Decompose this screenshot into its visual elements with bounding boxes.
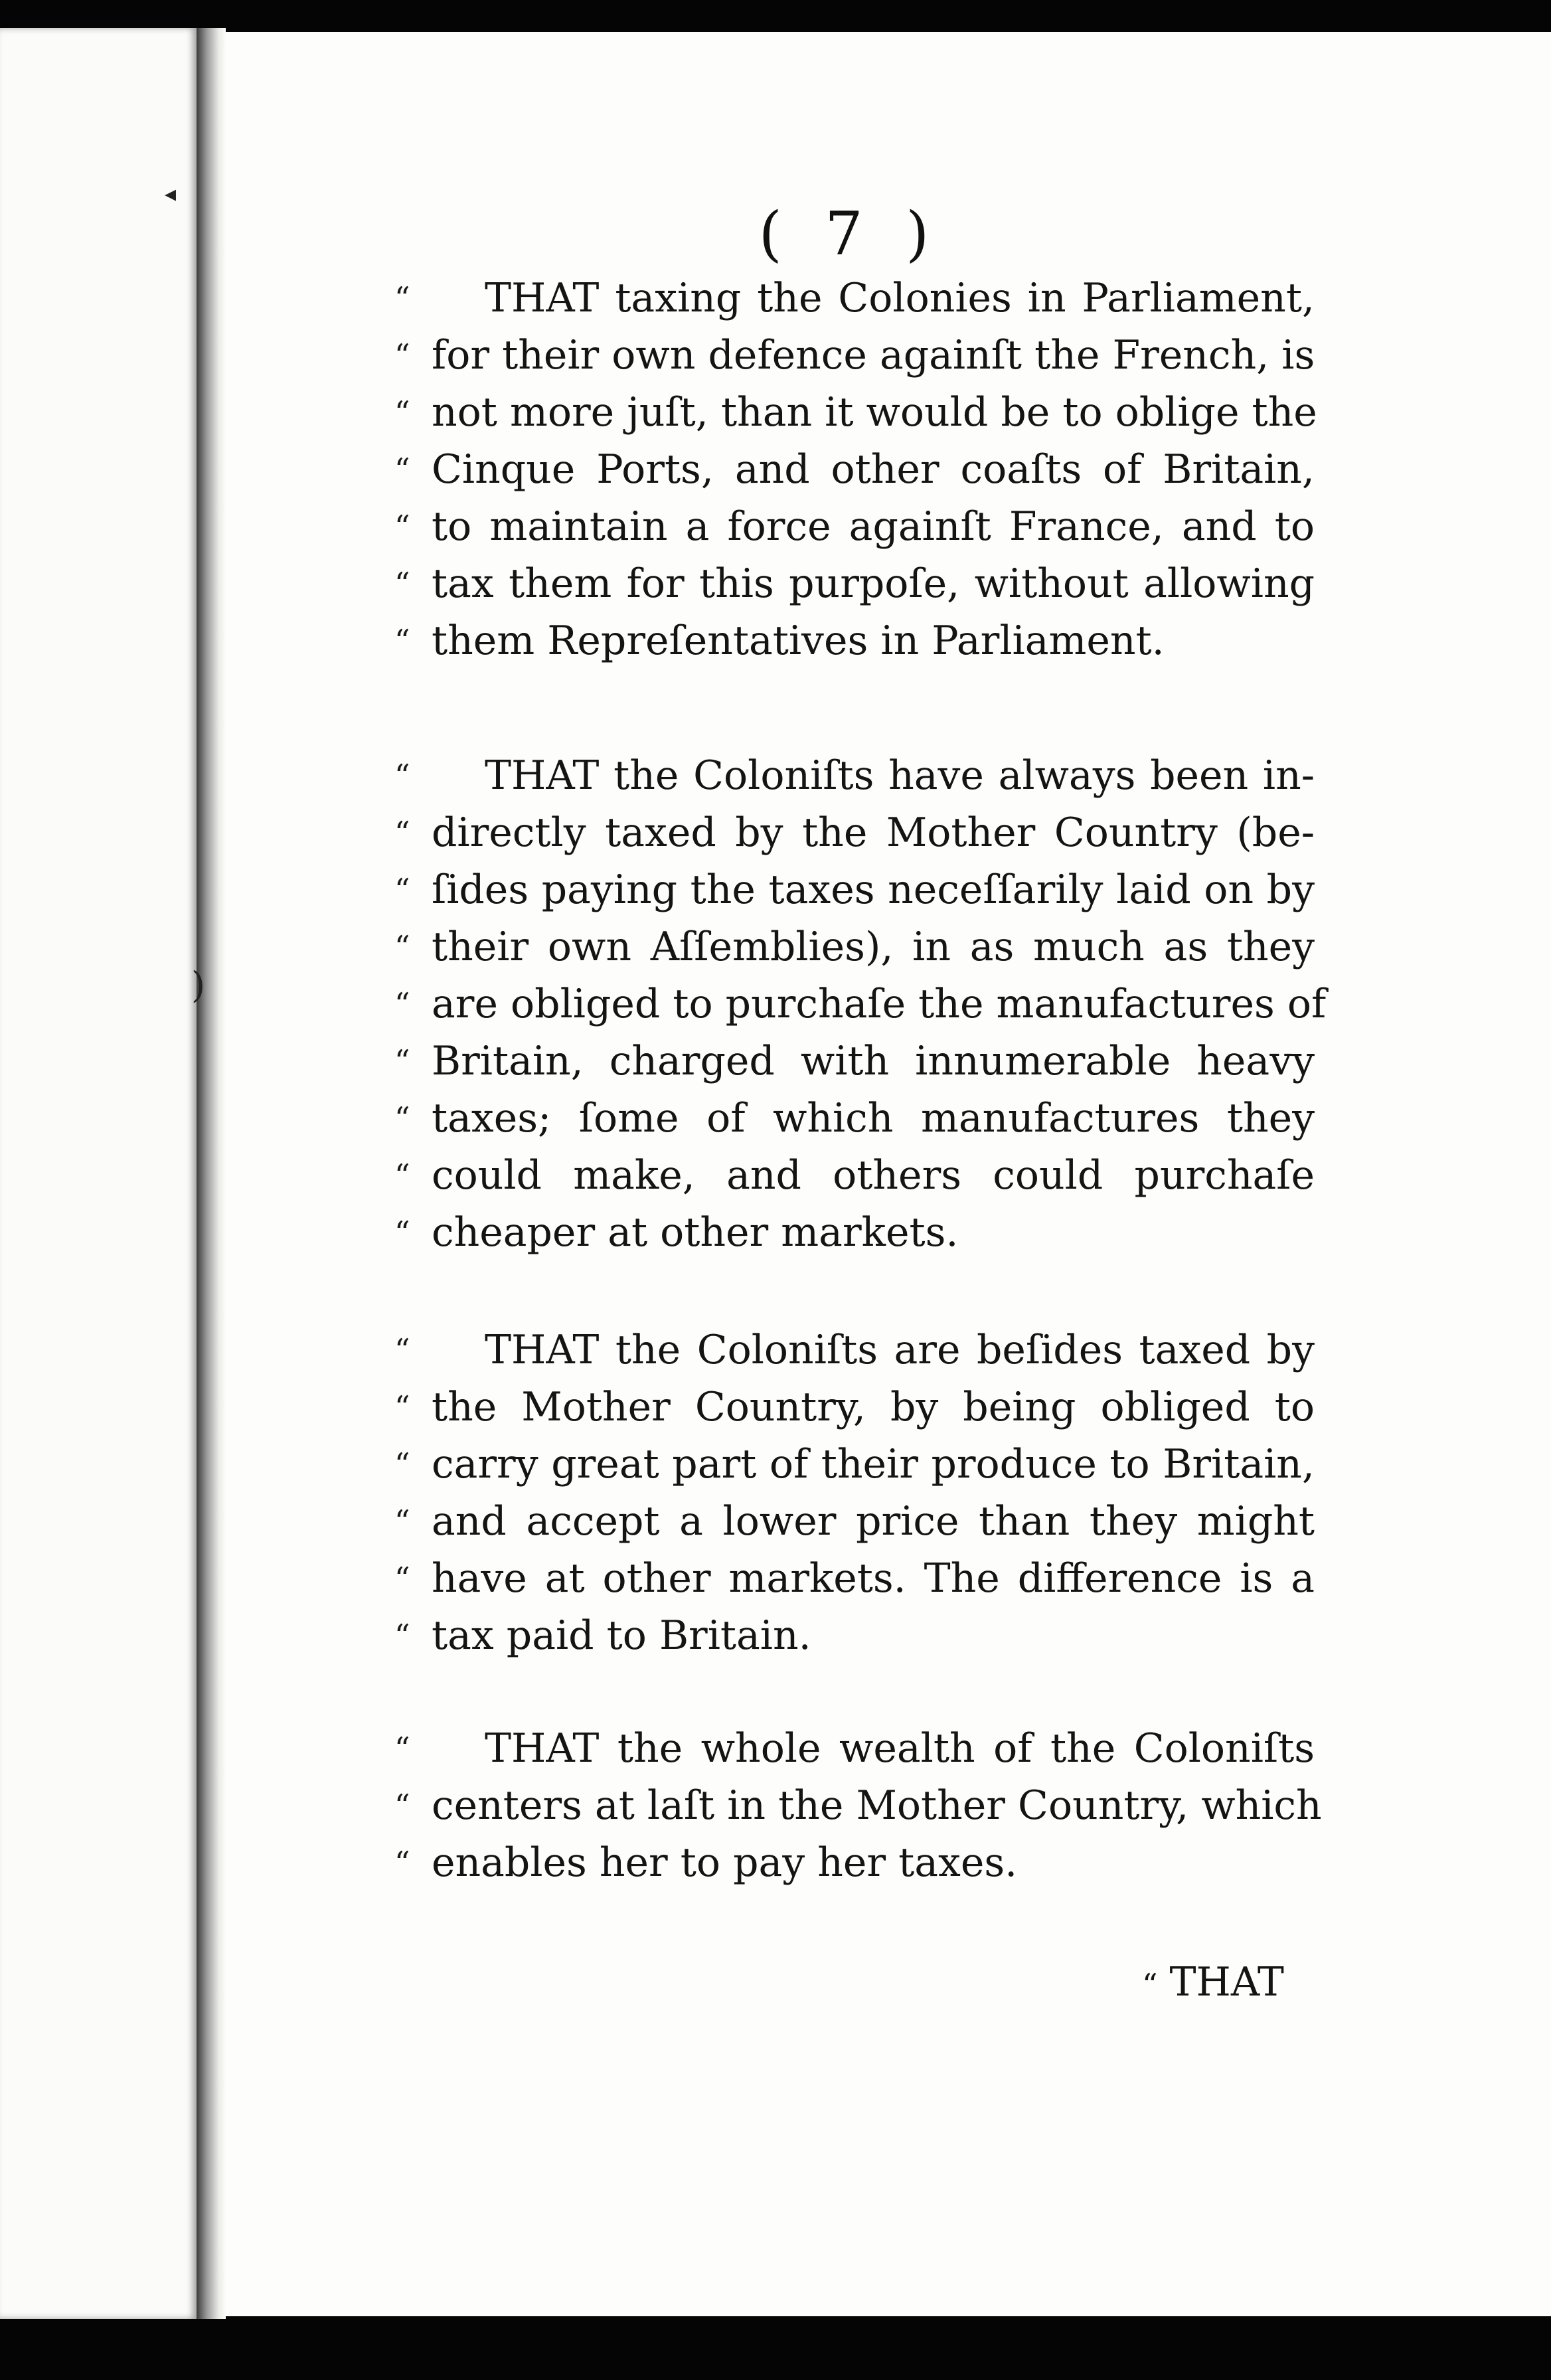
quote-mark: “ — [394, 1389, 410, 1425]
text-line — [394, 441, 1315, 498]
quote-mark: “ — [394, 1157, 410, 1193]
quote-mark: “ — [394, 452, 410, 487]
quote-mark: “ — [394, 1503, 410, 1539]
paragraph-2 — [394, 747, 1327, 1261]
paragraph-3 — [394, 1321, 1315, 1664]
previous-page-edge — [0, 28, 197, 2319]
quote-mark: “ — [394, 1332, 410, 1368]
margin-mark: ) — [191, 964, 206, 1006]
margin-mark: ◂ — [165, 181, 177, 207]
quote-mark: “ — [394, 566, 410, 602]
quote-mark: “ — [394, 872, 410, 908]
quote-mark: “ — [394, 509, 410, 545]
text-line — [394, 555, 1315, 612]
quote-mark: “ — [394, 1618, 410, 1654]
text-line — [394, 384, 1317, 441]
line-text: Britain, charged with innumerable heavy — [432, 1038, 1315, 1084]
paragraph-4 — [394, 1720, 1322, 1891]
text-line — [394, 804, 1315, 861]
line-text: are obliged to purchaſe the manufactures of — [432, 981, 1327, 1027]
line-text: their own Aſſemblies), in as much as they — [432, 924, 1315, 970]
line-text: carry great part of their produce to Britain, — [432, 1441, 1315, 1488]
paragraph-1 — [394, 270, 1317, 669]
text-line — [394, 1379, 1315, 1436]
line-text: tax them for this purpoſe, without allowing — [432, 560, 1315, 607]
line-text: tax paid to Britain. — [432, 1612, 811, 1659]
line-text: taxes; ſome of which manufactures they — [432, 1095, 1315, 1142]
quote-mark: “ — [394, 1731, 410, 1766]
line-text: THAT the Coloniſts have always been in- — [485, 752, 1315, 799]
line-text: for their own defence againſt the French, is — [432, 332, 1315, 379]
text-line — [394, 612, 1315, 669]
text-line — [394, 1321, 1315, 1379]
line-text: to maintain a force againſt France, and to — [432, 503, 1315, 550]
text-line — [394, 270, 1315, 327]
book-gutter — [197, 28, 226, 2319]
quote-mark: “ — [394, 758, 410, 794]
line-text: THAT taxing the Colonies in Parliament, — [485, 275, 1315, 321]
quote-mark: “ — [394, 929, 410, 965]
text-line — [394, 1834, 1315, 1891]
quote-mark: “ — [1142, 1967, 1158, 2003]
text-line — [394, 1493, 1315, 1550]
text-line — [394, 976, 1327, 1033]
line-text: cheaper at other markets. — [432, 1209, 959, 1256]
line-text: centers at laſt in the Mother Country, which — [432, 1782, 1322, 1829]
text-line — [394, 1436, 1315, 1493]
quote-mark: “ — [394, 1100, 410, 1136]
catchword — [1142, 1959, 1284, 2005]
line-text: have at other markets. The difference is a — [432, 1555, 1315, 1602]
quote-mark: “ — [394, 623, 410, 659]
line-text: them Repreſentatives in Parliament. — [432, 618, 1165, 664]
quote-mark: “ — [394, 815, 410, 851]
text-line — [394, 918, 1315, 976]
quote-mark: “ — [394, 1215, 410, 1250]
quote-mark: “ — [394, 986, 410, 1022]
quote-mark: “ — [394, 394, 410, 430]
quote-mark: “ — [394, 1788, 410, 1824]
line-text: the Mother Country, by being obliged to — [432, 1384, 1315, 1430]
line-text: could make, and others could purchaſe — [432, 1152, 1315, 1199]
quote-mark: “ — [394, 1561, 410, 1596]
text-line — [394, 1720, 1315, 1777]
line-text: not more juſt, than it would be to oblige the — [432, 389, 1317, 436]
quote-mark: “ — [394, 337, 410, 373]
page-number: ( 7 ) — [758, 199, 941, 269]
line-text: enables her to pay her taxes. — [432, 1839, 1018, 1886]
text-line — [394, 1033, 1315, 1090]
line-text: ſides paying the taxes neceſſarily laid on by — [432, 867, 1315, 913]
quote-mark: “ — [394, 1446, 410, 1482]
line-text: THAT the whole wealth of the Coloniſts — [485, 1725, 1315, 1772]
text-line — [394, 861, 1315, 918]
line-text: THAT the Coloniſts are beſides taxed by — [485, 1327, 1315, 1373]
scan-bottom-border — [0, 2319, 1551, 2380]
text-line — [394, 327, 1315, 384]
quote-mark: “ — [394, 1043, 410, 1079]
line-text: Cinque Ports, and other coaſts of Britain, — [432, 446, 1315, 493]
quote-mark: “ — [394, 1845, 410, 1881]
line-text: and accept a lower price than they might — [432, 1498, 1315, 1545]
line-text: directly taxed by the Mother Country (be- — [432, 809, 1315, 856]
text-line — [394, 1204, 1315, 1261]
text-line — [394, 1607, 1315, 1664]
text-line — [394, 747, 1315, 804]
catchword-text: THAT — [1169, 1959, 1284, 2005]
text-line — [394, 1090, 1315, 1147]
text-line — [394, 1147, 1315, 1204]
quote-mark: “ — [394, 280, 410, 316]
text-line — [394, 1550, 1315, 1607]
text-line — [394, 1777, 1322, 1834]
text-line — [394, 498, 1315, 555]
